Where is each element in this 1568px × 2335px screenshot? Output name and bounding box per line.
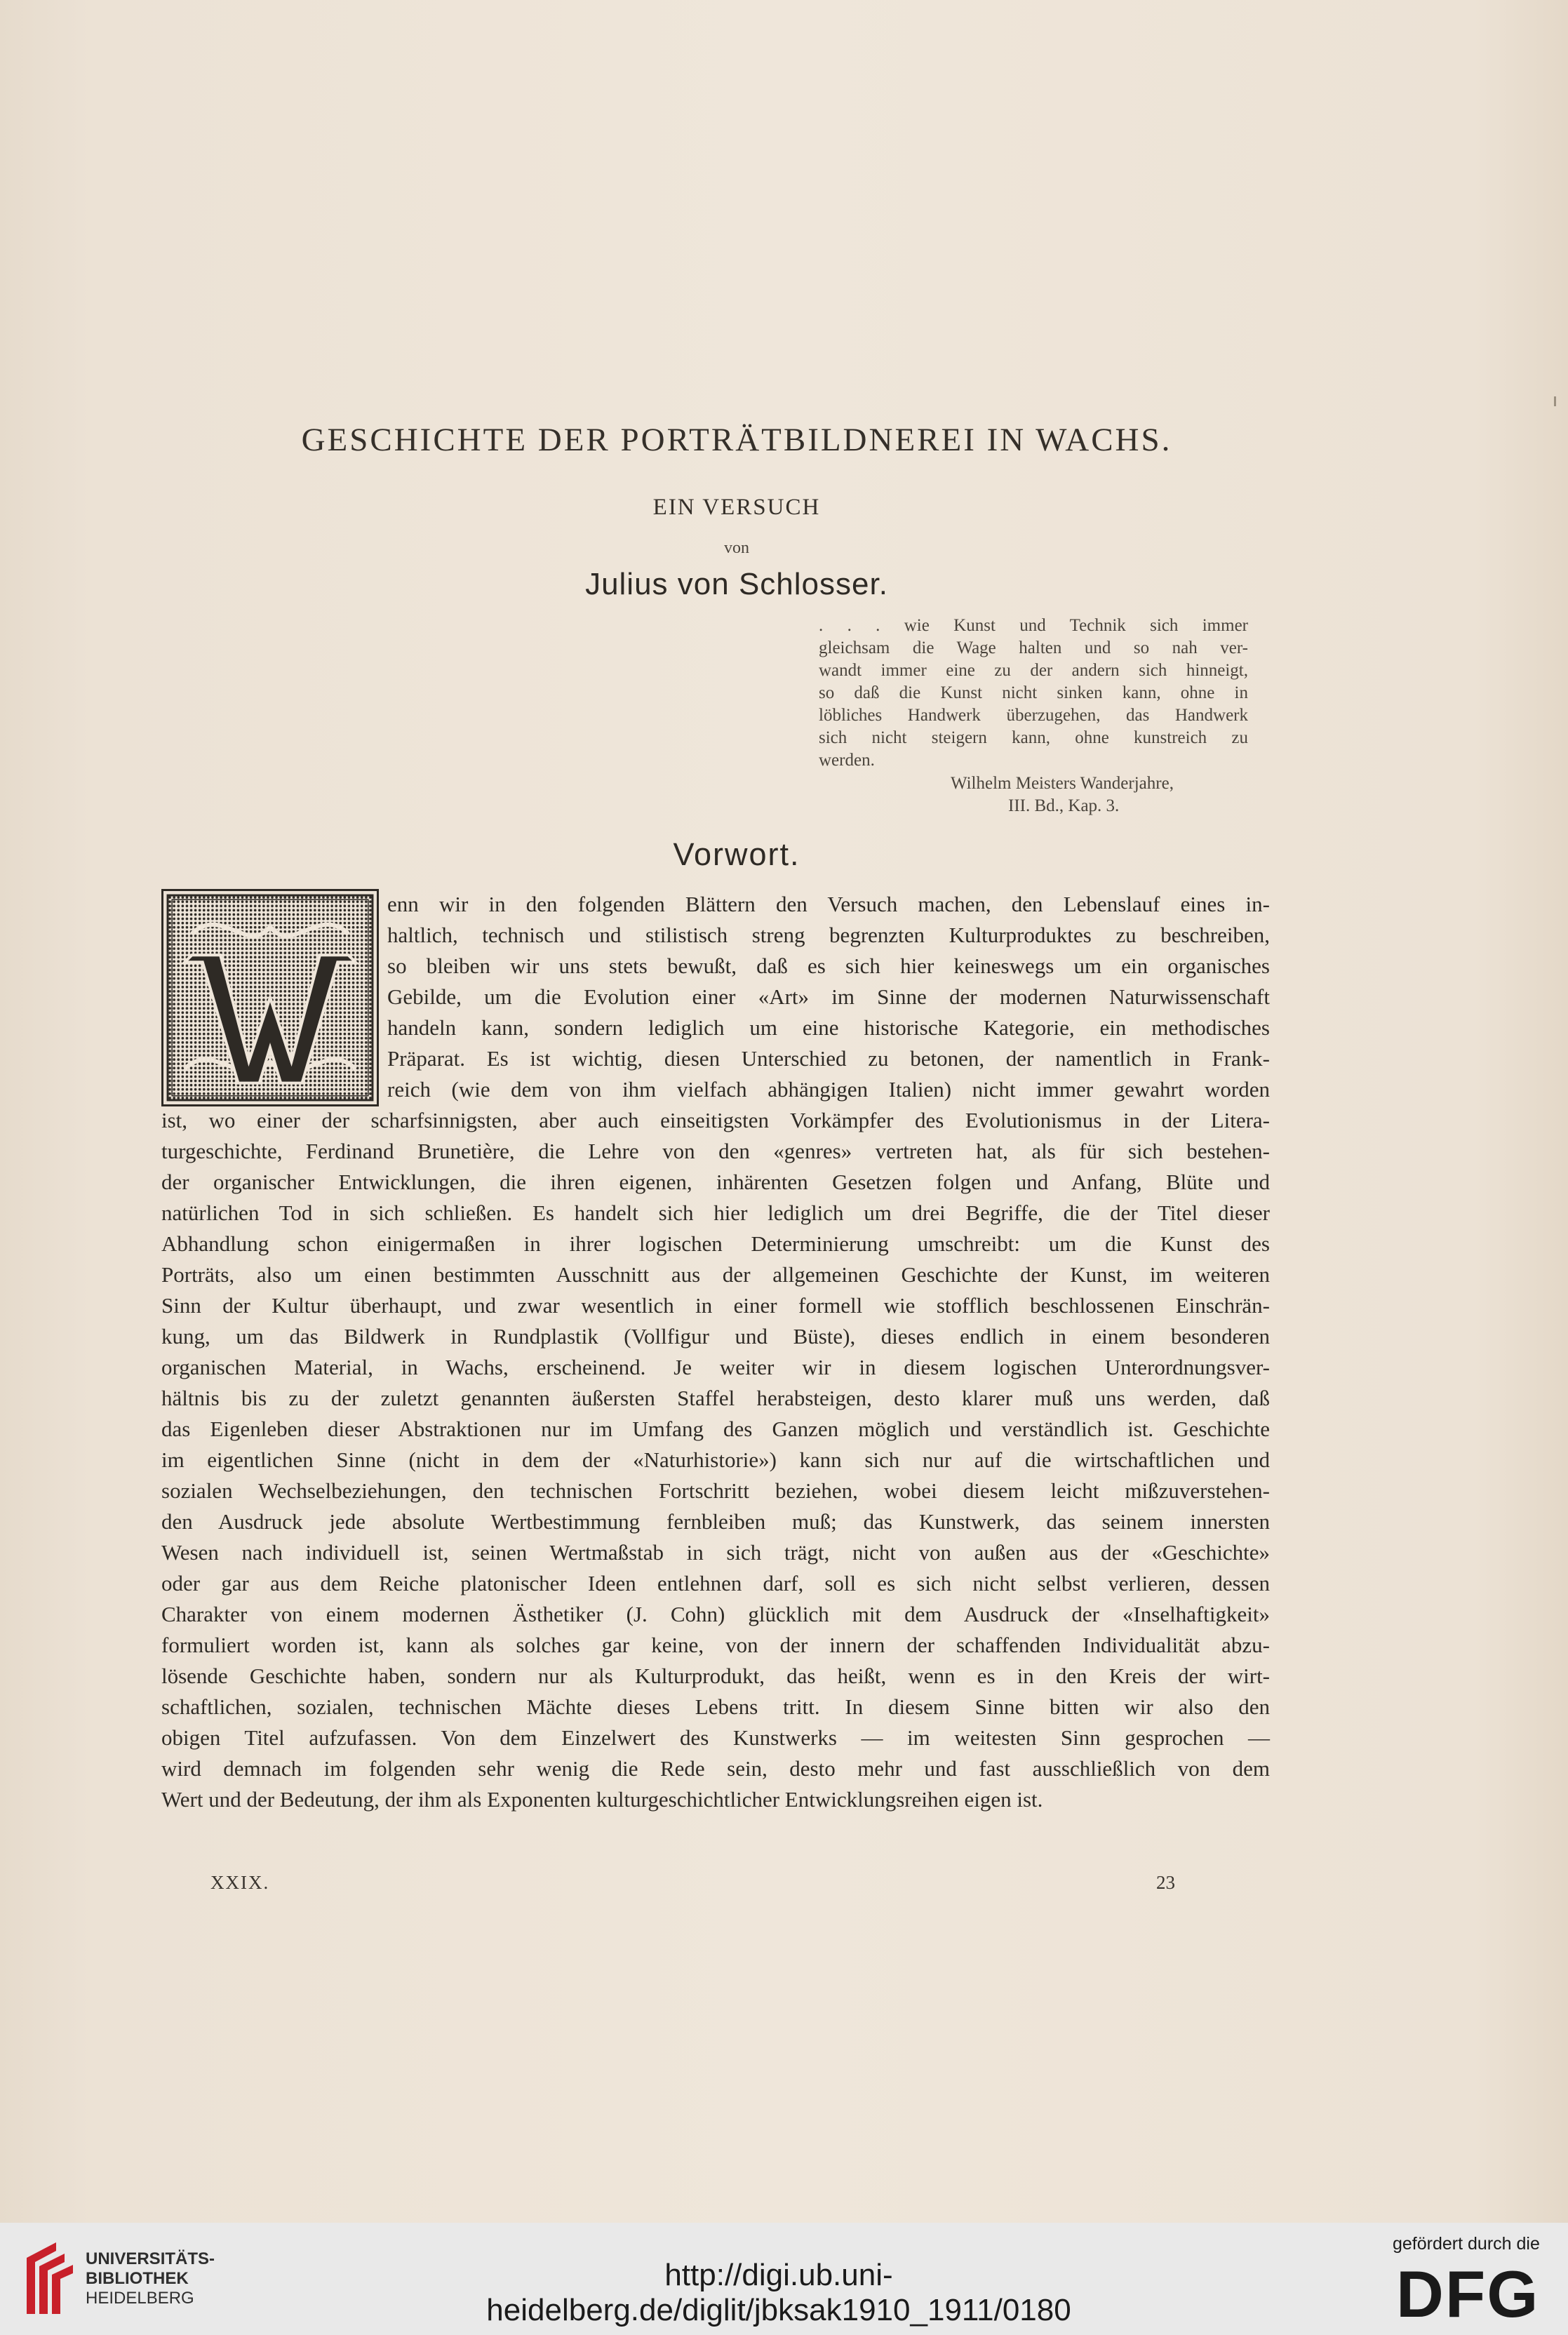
body-line: Präparat. Es ist wichtig, diesen Unterschied zu betonen, der namentlich in Frank-	[387, 1046, 1270, 1071]
body-line: kung, um das Bildwerk in Rundplastik (Vollfigur und Büste), dieses endlich in einem besonderen	[161, 1324, 1270, 1349]
body-line: den Ausdruck jede absolute Wertbestimmung fernbleiben muß; das Kunstwerk, das seinem innersten	[161, 1509, 1270, 1534]
funder-label: gefördert durch die	[1393, 2234, 1540, 2254]
body-line: im eigentlichen Sinne (nicht in dem der «Naturhistorie») kann sich nur auf die wirtschaftlichen und	[161, 1447, 1270, 1472]
permalink-url[interactable]: http://digi.ub.uni-heidelberg.de/diglit/jbksak1910_1911/0180	[486, 2258, 1071, 2327]
university-library-name[interactable]	[86, 2249, 215, 2308]
body-line: Wert und der Bedeutung, der ihm als Exponenten kulturgeschichtlicher Entwicklungsreihen eigen ist.	[161, 1787, 1043, 1812]
section-heading: Vorwort.	[673, 836, 800, 872]
body-line: enn wir in den folgenden Blättern den Versuch machen, den Lebenslauf eines in-	[387, 892, 1270, 916]
library-name-line: BIBLIOTHEK	[86, 2269, 189, 2288]
body-line: organischen Material, in Wachs, erscheinend. Je weiter wir in diesem logischen Unterordnungsver-	[161, 1355, 1270, 1379]
body-line: hältnis bis zu der zuletzt genannten äußersten Staffel herabsteigen, desto klarer muß uns werden, daß	[161, 1386, 1270, 1410]
body-line: reich (wie dem von ihm vielfach abhängigen Italien) nicht immer gewahrt worden	[387, 1077, 1270, 1102]
signature-mark: XXIX.	[210, 1872, 270, 1893]
dfg-logo[interactable]: DFG	[1396, 2257, 1540, 2331]
body-line: der organischer Entwicklungen, die ihren eigenen, inhärenten Gesetzen folgen und Anfang, Blüte und	[161, 1170, 1270, 1194]
ornamental-initial-graphic	[163, 891, 377, 1104]
epigraph-line: so daß die Kunst nicht sinken kann, ohne in	[819, 683, 1248, 702]
body-line: obigen Titel aufzufassen. Von dem Einzelwert des Kunstwerks — im weitesten Sinn gesprochen —	[161, 1725, 1270, 1750]
body-line: ist, wo einer der scharfsinnigsten, aber auch einseitigsten Vorkämpfer des Evolutionismus in der Litera-	[161, 1108, 1270, 1132]
body-line: wird demnach im folgenden sehr wenig die Rede sein, desto mehr und fast ausschließlich von dem	[161, 1756, 1270, 1781]
body-line: oder gar aus dem Reiche platonischer Ideen entlehnen darf, soll es sich nicht selbst verlieren, dessen	[161, 1571, 1270, 1595]
epigraph-source-line: Wilhelm Meisters Wanderjahre,	[951, 774, 1174, 793]
epigraph-line: wandt immer eine zu der andern sich hinneigt,	[819, 661, 1248, 680]
body-line: formuliert worden ist, kann als solches gar keine, von der innern der schaffenden Individualität abzu-	[161, 1633, 1270, 1657]
article-subtitle: EIN VERSUCH	[652, 495, 821, 520]
body-line: Sinn der Kultur überhaupt, und zwar wesentlich in einer formell wie stofflich beschlossenen Einschrän-	[161, 1293, 1270, 1318]
epigraph-line: gleichsam die Wage halten und so nah ver-	[819, 638, 1248, 657]
university-library-logo-icon[interactable]	[21, 2237, 77, 2321]
epigraph-line: sich nicht steigern kann, ohne kunstreich zu	[819, 728, 1248, 747]
body-line: sozialen Wechselbeziehungen, den technischen Fortschritt beziehen, wobei diesem leicht mißzuverstehen-	[161, 1478, 1270, 1503]
page-number: 23	[1156, 1872, 1175, 1893]
epigraph-source	[819, 772, 1248, 817]
edge-mark	[1554, 396, 1556, 406]
body-line: schaftlichen, sozialen, technischen Mächte dieses Lebens tritt. In diesem Sinne bitten wir also den	[161, 1694, 1270, 1719]
viewer-footer	[0, 2223, 1568, 2335]
library-name-line: HEIDELBERG	[86, 2289, 194, 2308]
body-line: haltlich, technisch und stilistisch streng begrenzten Kulturproduktes zu beschreiben,	[387, 923, 1270, 947]
author-name: Julius von Schlosser.	[585, 567, 888, 601]
epigraph-line: löbliches Handwerk überzugehen, das Handwerk	[819, 706, 1248, 725]
drop-cap-letter: W	[269, 1043, 271, 1045]
body-line: turgeschichte, Ferdinand Brunetière, die Lehre von den «genres» vertreten hat, als für sich bestehen-	[161, 1139, 1270, 1163]
body-line: Gebilde, um die Evolution einer «Art» im Sinne der modernen Naturwissenschaft	[387, 984, 1270, 1009]
body-line: so bleiben wir uns stets bewußt, daß es sich hier keineswegs um ein organisches	[387, 954, 1270, 978]
epigraph-line: werden.	[819, 751, 875, 770]
body-line: Porträts, also um einen bestimmten Ausschnitt aus der allgemeinen Geschichte der Kunst, im weiteren	[161, 1262, 1270, 1287]
body-line: Charakter von einem modernen Ästhetiker (J. Cohn) glücklich mit dem Ausdruck der «Inselhaftigkeit»	[161, 1602, 1270, 1626]
article-title: GESCHICHTE DER PORTRÄTBILDNEREI IN WACHS.	[301, 422, 1172, 458]
body-line: das Eigenleben dieser Abstraktionen nur im Umfang des Ganzen möglich und verständlich ist. Geschichte	[161, 1417, 1270, 1441]
body-line: Abhandlung schon einigermaßen in ihrer logischen Determinierung umschreibt: um die Kunst des	[161, 1231, 1270, 1256]
library-name-line: UNIVERSITÄTS-	[86, 2249, 215, 2268]
epigraph-source-line: III. Bd., Kap. 3.	[1008, 796, 1120, 815]
epigraph-line: . . . wie Kunst und Technik sich immer	[819, 616, 1248, 635]
body-line: handeln kann, sondern lediglich um eine historische Kategorie, ein methodisches	[387, 1015, 1270, 1040]
epigraph	[819, 615, 1248, 772]
byline: von	[724, 539, 749, 557]
body-line: Wesen nach individuell ist, seinen Wertmaßstab in sich trägt, nicht von außen aus der «Geschichte»	[161, 1540, 1270, 1565]
ornamental-initial	[161, 889, 379, 1106]
body-line: lösende Geschichte haben, sondern nur als Kulturprodukt, das heißt, wenn es in den Kreis der wirt-	[161, 1664, 1270, 1688]
body-line: natürlichen Tod in sich schließen. Es handelt sich hier lediglich um drei Begriffe, die der Titel dieser	[161, 1200, 1270, 1225]
